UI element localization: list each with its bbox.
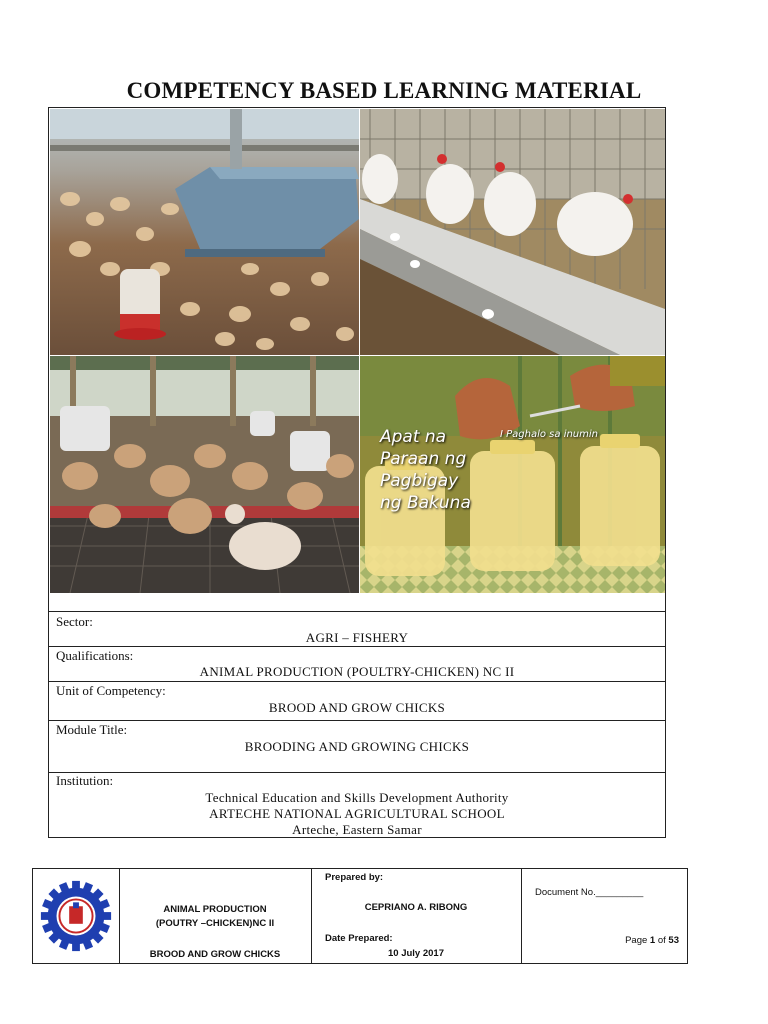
sector-label: Sector: — [56, 614, 93, 629]
sector-row — [49, 611, 665, 646]
unit-label: Unit of Competency: — [56, 683, 166, 698]
institution-line: Arteche, Eastern Samar — [292, 822, 422, 837]
institution-label: Institution: — [56, 773, 114, 788]
photo-layer-cage — [360, 109, 665, 355]
gear-logo-icon — [37, 877, 115, 955]
qualifications-label: Qualifications: — [56, 648, 134, 663]
vaccine-caption-line: Apat na — [380, 427, 447, 447]
photo-chicks-brooder — [50, 109, 359, 355]
document-number: Document No._________ — [535, 887, 644, 898]
growers-floor-image — [50, 356, 359, 593]
photo-vaccination — [360, 356, 665, 593]
photo-growers-floor — [50, 356, 359, 593]
layer-cage-image — [360, 109, 665, 355]
page-current: 1 — [649, 935, 656, 946]
module-row — [49, 720, 665, 772]
page-of: of — [657, 935, 666, 946]
qualifications-value: ANIMAL PRODUCTION (POULTRY-CHICKEN) NC II — [199, 664, 515, 679]
date-prepared-label: Date Prepared: — [325, 933, 393, 944]
institution-row — [49, 772, 665, 838]
chicks-brooder-image — [50, 109, 359, 355]
page-total: 53 — [668, 935, 679, 946]
institution-line: Technical Education and Skills Development Authority — [205, 790, 509, 805]
vaccine-caption-line: Pagbigay — [380, 471, 459, 491]
cover-frame — [48, 107, 666, 838]
document-title: COMPETENCY BASED LEARNING MATERIAL — [126, 78, 642, 103]
page-word: Page — [625, 935, 648, 946]
tesda-logo — [37, 877, 115, 955]
course-cell — [119, 869, 311, 963]
vaccine-caption-small: I Paghalo sa inumin — [500, 429, 599, 440]
course-line: (POUTRY –CHICKEN)NC II — [155, 918, 275, 929]
qualifications-row — [49, 646, 665, 681]
prepared-cell — [311, 869, 521, 963]
document-cell — [521, 869, 687, 963]
prepared-by-label: Prepared by: — [325, 872, 384, 883]
module-value: BROODING AND GROWING CHICKS — [244, 739, 470, 754]
footer-table — [32, 868, 688, 964]
course-line: ANIMAL PRODUCTION — [163, 904, 267, 915]
unit-value: BROOD AND GROW CHICKS — [268, 700, 446, 715]
unit-row — [49, 681, 665, 720]
institution-line: ARTECHE NATIONAL AGRICULTURAL SCHOOL — [209, 806, 505, 821]
page-number — [625, 935, 679, 946]
vaccine-caption-line: ng Bakuna — [380, 493, 471, 513]
sector-value: AGRI – FISHERY — [305, 630, 409, 645]
prepared-by-name: CEPRIANO A. RIBONG — [364, 902, 468, 913]
course-line: BROOD AND GROW CHICKS — [149, 949, 281, 960]
vaccine-caption — [380, 426, 471, 514]
date-prepared-value: 10 July 2017 — [388, 948, 444, 959]
module-label: Module Title: — [56, 722, 128, 737]
vaccine-caption-line: Paraan ng — [380, 449, 467, 469]
